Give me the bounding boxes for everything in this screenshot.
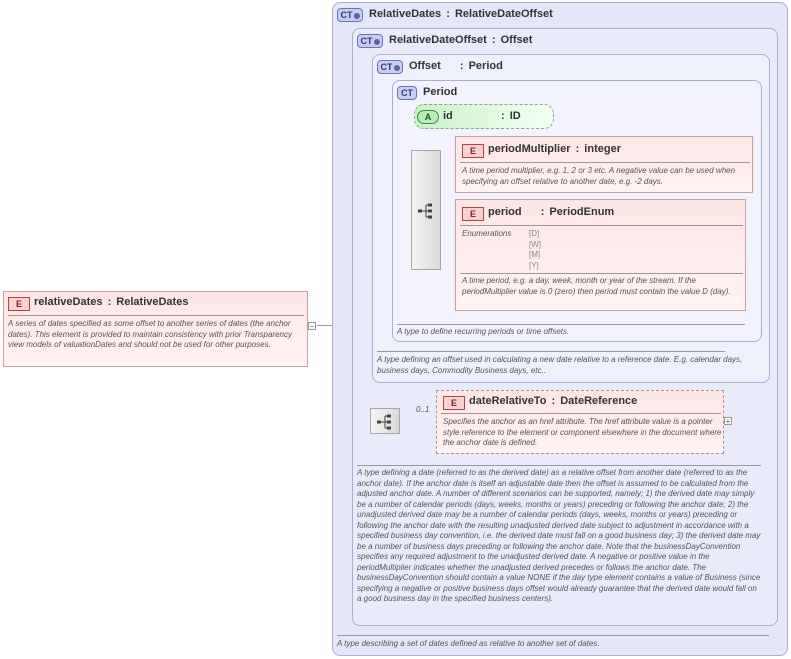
- complex-type-base: Period: [468, 60, 503, 72]
- complex-type-title: [369, 8, 553, 20]
- enumeration-values: [529, 229, 541, 271]
- complex-type-name: Period: [423, 86, 458, 98]
- complex-type-sep: :: [459, 60, 464, 72]
- attribute-name: id: [443, 110, 453, 122]
- root-element-relative-dates[interactable]: [3, 291, 308, 367]
- sequence-icon: [376, 414, 396, 430]
- divider: [337, 635, 769, 636]
- complex-type-badge: CT: [377, 60, 403, 74]
- enum-value: [Y]: [529, 260, 539, 270]
- element-date-relative-to[interactable]: [436, 390, 724, 454]
- element-badge: E: [462, 207, 484, 221]
- complex-type-base: RelativeDateOffset: [454, 8, 553, 20]
- sequence-icon: [417, 203, 437, 219]
- complex-type-description: A type defining an offset used in calculating a new date relative to a reference date. E.g. calendar days, business days, Commodity Business days, etc..: [377, 355, 743, 375]
- divider: [441, 413, 721, 414]
- divider: [460, 273, 743, 274]
- complex-type-title: [409, 60, 503, 72]
- element-name-text: period: [488, 206, 522, 218]
- extension-icon: [394, 65, 400, 71]
- enum-value: [D]: [529, 229, 540, 238]
- attribute-type: [501, 110, 521, 122]
- sequence-compositor-2[interactable]: [370, 408, 400, 434]
- collapse-button[interactable]: −: [309, 322, 315, 331]
- complex-type-badge: CT: [397, 86, 417, 100]
- attribute-id[interactable]: [414, 104, 554, 129]
- element-type-sep: :: [540, 206, 545, 218]
- complex-type-base: Offset: [500, 34, 533, 46]
- element-type-text: integer: [584, 143, 621, 155]
- element-type-sep: :: [575, 143, 580, 155]
- extension-icon: [374, 39, 380, 45]
- element-type-sep: :: [107, 296, 112, 308]
- element-type-text: RelativeDates: [116, 296, 189, 308]
- divider: [397, 324, 745, 325]
- complex-type-description: A type defining a date (referred to as the derived date) as a relative offset from another date (referred to as the anchor date). If the anchor date is itself an adjustable date then the offset is assumed to be calculated from the adjusted anchor date. A number of different scenarios can be supported, namely; 1) the derived date may simply be a number of calendar periods (days, weeks, months or years) preceding or following the anchor date; 2) the unadjusted derived date may be a number of calendar periods (days, weeks, months or years) preceding or following the anchor date with the resulting unadjusted derived date subject to adjustment in accordance with a specified business day convention, i.e. the derived date must fall on a good business day; 3) the derived date may be a number of business days preceding or following the anchor date. Note that the businessDayConvention specifies any required adjustment to the unadjusted derived date. A negative or positive value in the periodMultiplier indicates whether the unadjusted derived precedes or follows the anchor date. The businessDayConvention should contain a value NONE if the day type element contains a value of Business (since specifying a negative or positive business days offset would already guarantee that the derived date would fall on a good business day in the specified business centers).: [357, 468, 761, 603]
- complex-type-sep: :: [446, 8, 450, 20]
- divider: [377, 351, 725, 352]
- element-type-text: PeriodEnum: [549, 206, 615, 218]
- element-badge: E: [462, 144, 484, 158]
- element-description: Specifies the anchor as an href attribute. The href attribute value is a pointer style reference to the element or component elsewhere in the document where the anchor date is defined.: [443, 417, 722, 447]
- element-description: A series of dates specified as some offset to another series of dates (the anchor dates). This element is provided to maintain consistency with prior Transparency view models of valuationDates and should not be used for other purposes.: [8, 319, 292, 349]
- element-type-sep: :: [551, 395, 556, 407]
- connector-root: [317, 325, 332, 326]
- attribute-type-text: ID: [509, 110, 521, 122]
- element-name-text: relativeDates: [34, 296, 103, 308]
- element-badge: E: [8, 297, 30, 311]
- element-name-text: dateRelativeTo: [469, 395, 547, 407]
- divider: [8, 315, 304, 316]
- element-period[interactable]: [455, 199, 746, 311]
- element-description: A time period, e.g. a day, week, month or year of the stream. If the periodMultiplier value is 0 (zero) then period must contain the value D (day).: [462, 276, 731, 296]
- attribute-type-sep: :: [501, 110, 505, 122]
- attribute-badge: A: [417, 110, 439, 124]
- element-name: [34, 296, 188, 308]
- complex-type-badge: CT: [357, 34, 383, 48]
- divider: [357, 465, 761, 466]
- element-name: [488, 206, 614, 218]
- element-description: A time period multiplier, e.g. 1, 2 or 3 etc. A negative value can be used when specifying an offset relative to another date, e.g. -2 days.: [462, 166, 736, 186]
- element-type-text: DateReference: [560, 395, 638, 407]
- divider: [460, 162, 750, 163]
- complex-type-name: RelativeDates: [369, 8, 442, 20]
- sequence-compositor[interactable]: [411, 150, 441, 270]
- expand-button[interactable]: +: [725, 417, 731, 426]
- complex-type-sep: :: [491, 34, 496, 46]
- complex-type-description: A type describing a set of dates defined as relative to another set of dates.: [337, 639, 600, 648]
- element-name-text: periodMultiplier: [488, 143, 571, 155]
- complex-type-description: A type to define recurring periods or time offsets.: [397, 327, 570, 336]
- element-name: [488, 143, 621, 155]
- enum-value: [W]: [529, 239, 541, 249]
- cardinality-label: 0..1: [416, 405, 430, 414]
- divider: [460, 225, 743, 226]
- element-name: [469, 395, 637, 407]
- element-period-multiplier[interactable]: [455, 136, 753, 193]
- element-badge: E: [443, 396, 465, 410]
- complex-type-name: RelativeDateOffset: [389, 34, 487, 46]
- enum-value: [M]: [529, 250, 541, 259]
- complex-type-badge: CT: [337, 8, 363, 22]
- complex-type-title: [389, 34, 532, 46]
- complex-type-name: Offset: [409, 60, 441, 72]
- enumerations-label: Enumerations: [462, 229, 512, 238]
- extension-icon: [354, 13, 360, 19]
